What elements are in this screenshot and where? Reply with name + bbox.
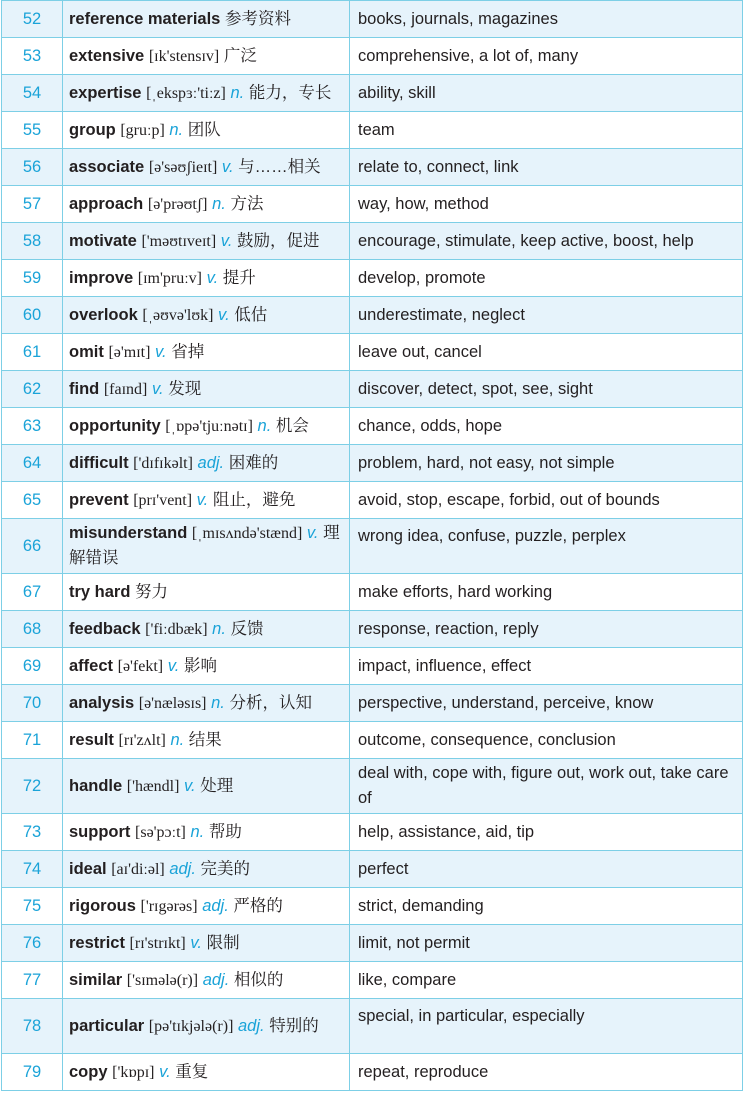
entry-word-cell	[63, 371, 350, 408]
entry-number: 75	[2, 888, 63, 925]
entry-word-cell	[63, 75, 350, 112]
phonetic: [pə'tɪkjələ(r)]	[148, 1017, 234, 1035]
chinese-meaning: 能力，专长	[248, 83, 332, 102]
part-of-speech: n.	[169, 120, 184, 139]
phonetic: [ɪm'pruːv]	[137, 269, 202, 287]
table-row	[2, 574, 743, 611]
headword: support	[69, 822, 131, 841]
entry-word-cell	[63, 408, 350, 445]
part-of-speech: v.	[155, 342, 167, 361]
part-of-speech: n.	[230, 83, 245, 102]
synonyms: wrong idea, confuse, puzzle, perplex	[350, 519, 743, 574]
entry-word-cell	[63, 574, 350, 611]
entry-number: 53	[2, 38, 63, 75]
headword: difficult	[69, 453, 129, 472]
table-row	[2, 38, 743, 75]
phonetic: [faɪnd]	[103, 380, 148, 398]
entry-number: 61	[2, 334, 63, 371]
chinese-meaning: 参考资料	[224, 9, 291, 28]
table-row	[2, 888, 743, 925]
synonyms: impact, influence, effect	[350, 648, 743, 685]
phonetic: [ə'næləsɪs]	[138, 694, 207, 712]
headword: approach	[69, 194, 144, 213]
part-of-speech: v.	[220, 231, 233, 250]
table-row	[2, 482, 743, 519]
table-row	[2, 611, 743, 648]
chinese-meaning: 完美的	[200, 859, 251, 878]
entry-word-cell	[63, 648, 350, 685]
entry-number: 67	[2, 574, 63, 611]
entry-number: 78	[2, 999, 63, 1054]
entry-number: 64	[2, 445, 63, 482]
part-of-speech: n.	[170, 730, 185, 749]
part-of-speech: n.	[212, 619, 226, 638]
part-of-speech: v.	[159, 1062, 171, 1081]
entry-word-cell	[63, 334, 350, 371]
headword: overlook	[69, 305, 138, 324]
table-row	[2, 925, 743, 962]
entry-number: 52	[2, 1, 63, 38]
entry-number: 60	[2, 297, 63, 334]
part-of-speech: v.	[221, 157, 234, 176]
table-row	[2, 223, 743, 260]
entry-number: 70	[2, 685, 63, 722]
synonyms: perfect	[350, 851, 743, 888]
entry-number: 72	[2, 759, 63, 814]
part-of-speech: v.	[218, 305, 230, 324]
entry-number: 74	[2, 851, 63, 888]
part-of-speech: v.	[184, 776, 196, 795]
headword: find	[69, 379, 100, 398]
entry-word-cell	[63, 112, 350, 149]
chinese-meaning: 反馈	[230, 619, 264, 638]
table-row	[2, 408, 743, 445]
table-row	[2, 759, 743, 814]
part-of-speech: v.	[206, 268, 219, 287]
table-row	[2, 722, 743, 759]
entry-word-cell	[63, 851, 350, 888]
entry-word-cell	[63, 1, 350, 38]
phonetic: [ɪk'stensɪv]	[148, 47, 220, 65]
entry-number: 69	[2, 648, 63, 685]
headword: reference materials	[69, 9, 221, 28]
headword: try hard	[69, 582, 131, 601]
entry-number: 56	[2, 149, 63, 186]
headword: expertise	[69, 83, 142, 102]
part-of-speech: adj.	[238, 1016, 265, 1035]
table-row	[2, 648, 743, 685]
table-row	[2, 1, 743, 38]
part-of-speech: v.	[190, 933, 202, 952]
chinese-meaning: 严格的	[233, 896, 283, 915]
chinese-meaning: 限制	[206, 933, 240, 952]
table-row	[2, 149, 743, 186]
table-row	[2, 371, 743, 408]
entry-number: 77	[2, 962, 63, 999]
headword: motivate	[69, 231, 137, 250]
entry-word-cell	[63, 925, 350, 962]
part-of-speech: v.	[196, 490, 209, 509]
entry-word-cell	[63, 814, 350, 851]
headword: ideal	[69, 859, 107, 878]
synonyms: make efforts, hard working	[350, 574, 743, 611]
entry-word-cell	[63, 260, 350, 297]
synonyms: discover, detect, spot, see, sight	[350, 371, 743, 408]
synonyms: special, in particular, especially	[350, 999, 743, 1054]
synonyms: chance, odds, hope	[350, 408, 743, 445]
synonyms: deal with, cope with, figure out, work out, take care of	[350, 759, 743, 814]
part-of-speech: adj.	[197, 453, 225, 472]
synonyms: leave out, cancel	[350, 334, 743, 371]
phonetic: ['rɪgərəs]	[140, 897, 198, 915]
part-of-speech: v.	[151, 379, 164, 398]
phonetic: ['sɪmələ(r)]	[126, 971, 199, 989]
phonetic: [prɪ'vent]	[133, 491, 193, 509]
phonetic: [gruːp]	[120, 121, 165, 139]
phonetic: [ˌekspɜː'tiːz]	[146, 84, 226, 102]
entry-number: 59	[2, 260, 63, 297]
entry-word-cell	[63, 149, 350, 186]
entry-number: 62	[2, 371, 63, 408]
part-of-speech: n.	[211, 693, 225, 712]
synonyms: develop, promote	[350, 260, 743, 297]
table-row	[2, 112, 743, 149]
entry-number: 65	[2, 482, 63, 519]
entry-number: 58	[2, 223, 63, 260]
entry-word-cell	[63, 962, 350, 999]
entry-number: 68	[2, 611, 63, 648]
table-row	[2, 999, 743, 1054]
entry-word-cell	[63, 445, 350, 482]
entry-word-cell	[63, 759, 350, 814]
chinese-meaning: 理解错误	[69, 524, 340, 567]
table-row	[2, 260, 743, 297]
entry-word-cell	[63, 482, 350, 519]
headword: misunderstand	[69, 524, 188, 542]
part-of-speech: adj.	[202, 896, 229, 915]
entry-word-cell	[63, 685, 350, 722]
synonyms: repeat, reproduce	[350, 1054, 743, 1091]
vocabulary-table	[1, 0, 743, 1091]
chinese-meaning: 广泛	[223, 46, 257, 65]
entry-word-cell	[63, 186, 350, 223]
headword: extensive	[69, 46, 145, 65]
entry-word-cell	[63, 519, 350, 574]
entry-word-cell	[63, 297, 350, 334]
headword: improve	[69, 268, 134, 287]
entry-number: 76	[2, 925, 63, 962]
entry-number: 73	[2, 814, 63, 851]
entry-number: 63	[2, 408, 63, 445]
synonyms: perspective, understand, perceive, know	[350, 685, 743, 722]
headword: affect	[69, 656, 114, 675]
chinese-meaning: 机会	[275, 416, 309, 435]
vocabulary-table-body	[2, 1, 743, 1091]
synonyms: limit, not permit	[350, 925, 743, 962]
headword: associate	[69, 157, 145, 176]
chinese-meaning: 努力	[135, 582, 169, 601]
table-row	[2, 1054, 743, 1091]
synonyms: underestimate, neglect	[350, 297, 743, 334]
chinese-meaning: 结果	[188, 730, 222, 749]
chinese-meaning: 帮助	[208, 822, 242, 841]
part-of-speech: n.	[190, 822, 205, 841]
table-row	[2, 814, 743, 851]
table-row	[2, 685, 743, 722]
entry-word-cell	[63, 611, 350, 648]
chinese-meaning: 发现	[168, 379, 202, 398]
chinese-meaning: 团队	[187, 120, 221, 139]
chinese-meaning: 阻止，避免	[212, 490, 296, 509]
phonetic: ['fiːdbæk]	[145, 620, 208, 638]
headword: opportunity	[69, 416, 161, 435]
phonetic: [ˌɒpə'tjuːnətɪ]	[165, 417, 253, 435]
table-row	[2, 186, 743, 223]
table-row	[2, 297, 743, 334]
phonetic: ['məʊtɪveɪt]	[141, 232, 217, 250]
headword: handle	[69, 776, 123, 795]
phonetic: [ə'fekt]	[117, 657, 164, 675]
phonetic: [ə'prəʊtʃ]	[147, 195, 208, 213]
entry-word-cell	[63, 999, 350, 1054]
chinese-meaning: 重复	[175, 1062, 209, 1081]
table-row	[2, 519, 743, 574]
phonetic: [aɪ'diːəl]	[111, 860, 165, 878]
headword: copy	[69, 1062, 108, 1081]
synonyms: encourage, stimulate, keep active, boost, help	[350, 223, 743, 260]
headword: group	[69, 120, 116, 139]
synonyms: ability, skill	[350, 75, 743, 112]
synonyms: like, compare	[350, 962, 743, 999]
synonyms: comprehensive, a lot of, many	[350, 38, 743, 75]
phonetic: ['dɪfɪkəlt]	[133, 454, 193, 472]
phonetic: ['hændl]	[126, 777, 180, 795]
entry-word-cell	[63, 722, 350, 759]
synonyms: outcome, consequence, conclusion	[350, 722, 743, 759]
chinese-meaning: 特别的	[269, 1016, 319, 1035]
table-row	[2, 334, 743, 371]
part-of-speech: adj.	[202, 970, 230, 989]
headword: omit	[69, 342, 104, 361]
chinese-meaning: 困难的	[228, 453, 279, 472]
table-row	[2, 445, 743, 482]
entry-number: 55	[2, 112, 63, 149]
chinese-meaning: 方法	[230, 194, 264, 213]
entry-word-cell	[63, 223, 350, 260]
chinese-meaning: 分析，认知	[229, 693, 312, 712]
part-of-speech: n.	[257, 416, 272, 435]
table-row	[2, 851, 743, 888]
entry-number: 66	[2, 519, 63, 574]
entry-number: 57	[2, 186, 63, 223]
headword: particular	[69, 1016, 145, 1035]
chinese-meaning: 与……相关	[238, 157, 321, 176]
entry-number: 71	[2, 722, 63, 759]
phonetic: [rɪ'zʌlt]	[118, 731, 166, 749]
synonyms: avoid, stop, escape, forbid, out of bounds	[350, 482, 743, 519]
synonyms: books, journals, magazines	[350, 1, 743, 38]
part-of-speech: n.	[212, 194, 226, 213]
entry-number: 54	[2, 75, 63, 112]
phonetic: [ˌmɪsʌndə'stænd]	[191, 525, 303, 542]
entry-word-cell	[63, 1054, 350, 1091]
table-row	[2, 75, 743, 112]
chinese-meaning: 影响	[183, 656, 217, 675]
headword: rigorous	[69, 896, 136, 915]
chinese-meaning: 相似的	[233, 970, 284, 989]
part-of-speech: v.	[306, 524, 319, 542]
entry-number: 79	[2, 1054, 63, 1091]
synonyms: response, reaction, reply	[350, 611, 743, 648]
synonyms: problem, hard, not easy, not simple	[350, 445, 743, 482]
part-of-speech: v.	[167, 656, 180, 675]
phonetic: [ə'səʊʃieɪt]	[148, 158, 218, 176]
table-row	[2, 962, 743, 999]
phonetic: [sə'pɔːt]	[135, 823, 186, 841]
synonyms: team	[350, 112, 743, 149]
chinese-meaning: 低估	[234, 305, 268, 324]
chinese-meaning: 处理	[200, 776, 234, 795]
headword: restrict	[69, 933, 125, 952]
phonetic: ['kɒpɪ]	[112, 1063, 155, 1081]
chinese-meaning: 省掉	[171, 342, 205, 361]
synonyms: relate to, connect, link	[350, 149, 743, 186]
chinese-meaning: 鼓励，促进	[237, 231, 320, 250]
phonetic: [ə'mɪt]	[108, 343, 151, 361]
synonyms: way, how, method	[350, 186, 743, 223]
headword: prevent	[69, 490, 129, 509]
phonetic: [ˌəʊvə'lʊk]	[142, 306, 214, 324]
entry-word-cell	[63, 888, 350, 925]
phonetic: [rɪ'strɪkt]	[129, 934, 186, 952]
entry-word-cell	[63, 38, 350, 75]
headword: analysis	[69, 693, 135, 712]
part-of-speech: adj.	[169, 859, 196, 878]
synonyms: help, assistance, aid, tip	[350, 814, 743, 851]
headword: feedback	[69, 619, 141, 638]
headword: result	[69, 730, 114, 749]
headword: similar	[69, 970, 123, 989]
chinese-meaning: 提升	[222, 268, 256, 287]
synonyms: strict, demanding	[350, 888, 743, 925]
